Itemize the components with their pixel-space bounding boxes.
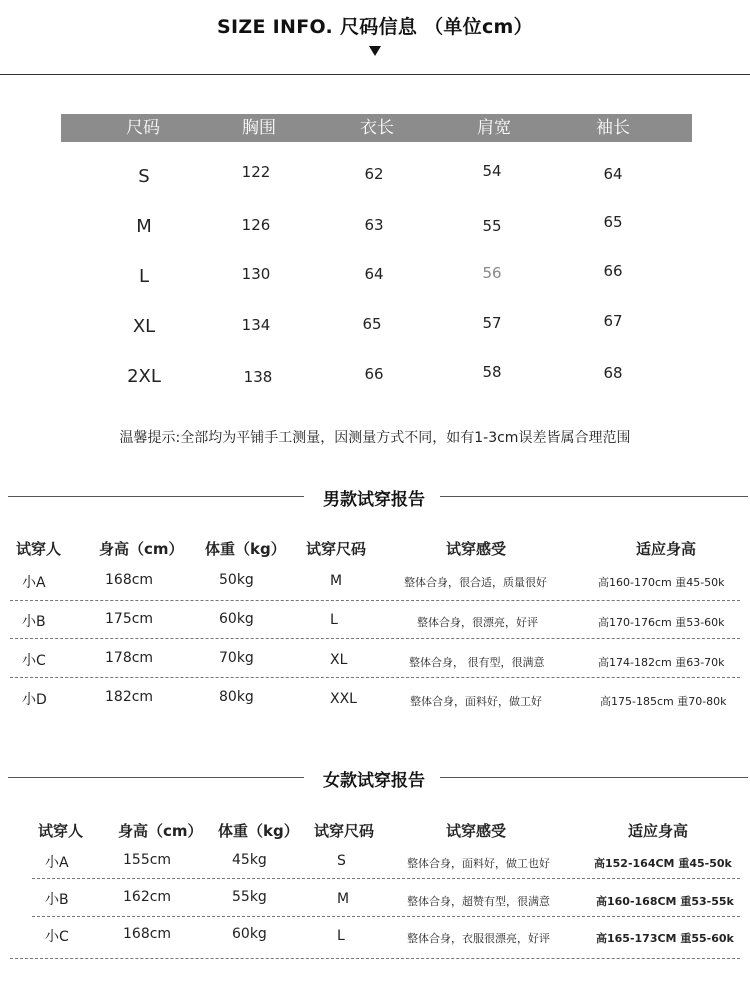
men-col-feeling: 试穿感受 xyxy=(446,540,507,558)
men-row-height: 175cm xyxy=(105,611,154,627)
row-divider xyxy=(32,878,740,879)
chest-cell: 130 xyxy=(241,265,271,283)
chest-cell: 138 xyxy=(243,368,273,386)
row-divider xyxy=(10,638,740,639)
women-section-rule-right xyxy=(440,777,748,778)
chest-cell: 126 xyxy=(241,216,271,234)
women-report-table xyxy=(0,812,750,962)
men-row-size: M xyxy=(330,573,343,589)
shoulder-cell: 56 xyxy=(482,264,502,282)
men-section-rule-right xyxy=(440,496,748,497)
size-col-sleeve: 袖长 xyxy=(596,118,630,138)
men-row-weight: 50kg xyxy=(219,572,254,588)
men-col-tester: 试穿人 xyxy=(16,540,62,558)
chest-cell: 122 xyxy=(241,163,271,181)
men-row-feeling: 整体合身，很合适，质量很好 xyxy=(404,576,547,589)
women-row-weight: 55kg xyxy=(232,889,267,905)
men-row-height: 168cm xyxy=(105,572,154,588)
women-col-feeling: 试穿感受 xyxy=(446,822,507,840)
women-row-weight: 60kg xyxy=(232,926,267,942)
women-row-size: M xyxy=(337,891,350,907)
size-cell: M xyxy=(136,216,152,237)
women-row-size: L xyxy=(337,928,345,944)
men-row-size: XL xyxy=(330,652,348,668)
women-row-tester: 小C xyxy=(45,929,69,945)
men-row-fit-height: 高160-170cm 重45-50k xyxy=(598,576,725,589)
size-cell: XL xyxy=(132,316,156,337)
row-divider xyxy=(10,600,740,601)
size-col-chest: 胸围 xyxy=(242,118,276,138)
men-row-height: 182cm xyxy=(105,689,154,705)
women-row-feeling: 整体合身，面料好，做工也好 xyxy=(407,857,550,870)
women-col-weight: 体重（kg） xyxy=(218,822,299,840)
men-row-weight: 70kg xyxy=(219,650,254,666)
size-table-body xyxy=(0,0,750,400)
length-cell: 62 xyxy=(364,165,384,183)
men-report-title: 男款试穿报告 xyxy=(323,490,425,510)
sleeve-cell: 68 xyxy=(603,364,623,382)
men-row-tester: 小C xyxy=(22,653,46,669)
women-row-feeling: 整体合身，衣服很漂亮，好评 xyxy=(407,932,550,945)
men-row-tester: 小A xyxy=(22,575,46,591)
women-row-height: 162cm xyxy=(123,889,172,905)
row-divider xyxy=(10,677,740,678)
size-col-length: 衣长 xyxy=(360,118,394,138)
size-cell: S xyxy=(138,166,150,187)
women-col-size: 试穿尺码 xyxy=(314,822,375,840)
chest-cell: 134 xyxy=(241,316,271,334)
length-cell: 66 xyxy=(364,365,384,383)
women-row-fit-height: 高165-173CM 重55-60k xyxy=(596,932,734,945)
men-row-tester: 小D xyxy=(22,692,47,708)
women-row-tester: 小B xyxy=(45,892,69,908)
women-col-tester: 试穿人 xyxy=(38,822,84,840)
men-section-rule-left xyxy=(8,496,304,497)
length-cell: 65 xyxy=(362,315,382,333)
men-row-fit-height: 高174-182cm 重63-70k xyxy=(598,656,725,669)
length-cell: 63 xyxy=(364,216,384,234)
women-row-feeling: 整体合身，超赞有型，很满意 xyxy=(407,895,550,908)
men-row-fit-height: 高170-176cm 重53-60k xyxy=(598,616,725,629)
sleeve-cell: 64 xyxy=(603,165,623,183)
women-row-tester: 小A xyxy=(45,855,69,871)
shoulder-cell: 54 xyxy=(482,162,502,180)
men-row-weight: 80kg xyxy=(219,689,254,705)
length-cell: 64 xyxy=(364,265,384,283)
sleeve-cell: 65 xyxy=(603,213,623,231)
women-row-weight: 45kg xyxy=(232,852,267,868)
men-col-fit-height: 适应身高 xyxy=(636,540,697,558)
size-col-size: 尺码 xyxy=(126,118,160,138)
row-divider xyxy=(10,958,740,959)
women-report-title: 女款试穿报告 xyxy=(323,771,425,791)
men-row-fit-height: 高175-185cm 重70-80k xyxy=(600,695,727,708)
sleeve-cell: 66 xyxy=(603,262,623,280)
men-row-feeling: 整体合身，很漂亮，好评 xyxy=(417,616,538,629)
women-section-rule-left xyxy=(8,777,304,778)
men-col-height: 身高（cm） xyxy=(99,540,184,558)
men-report-table xyxy=(0,530,750,720)
men-col-weight: 体重（kg） xyxy=(205,540,286,558)
women-row-size: S xyxy=(337,853,346,869)
women-col-fit-height: 适应身高 xyxy=(628,822,689,840)
men-row-tester: 小B xyxy=(22,614,46,630)
men-row-height: 178cm xyxy=(105,650,154,666)
women-col-height: 身高（cm） xyxy=(118,822,203,840)
men-row-feeling: 整体合身， 很有型，很满意 xyxy=(409,656,545,669)
shoulder-cell: 58 xyxy=(482,363,502,381)
men-row-size: XXL xyxy=(330,691,357,707)
sleeve-cell: 67 xyxy=(603,312,623,330)
men-row-weight: 60kg xyxy=(219,611,254,627)
row-divider xyxy=(32,916,740,917)
size-cell: L xyxy=(138,266,150,287)
women-row-fit-height: 高152-164CM 重45-50k xyxy=(594,857,732,870)
shoulder-cell: 57 xyxy=(482,314,502,332)
shoulder-cell: 55 xyxy=(482,217,502,235)
women-row-fit-height: 高160-168CM 重53-55k xyxy=(596,895,734,908)
size-col-shoulder: 肩宽 xyxy=(477,118,511,138)
size-cell: 2XL xyxy=(127,366,161,387)
women-row-height: 155cm xyxy=(123,852,172,868)
men-row-feeling: 整体合身，面料好，做工好 xyxy=(410,695,542,708)
men-row-size: L xyxy=(330,612,338,628)
measurement-tip: 温馨提示:全部均为平铺手工测量，因测量方式不同，如有1-3cm误差皆属合理范围 xyxy=(119,430,631,446)
women-row-height: 168cm xyxy=(123,926,172,942)
men-col-size: 试穿尺码 xyxy=(306,540,367,558)
page-title: SIZE INFO. 尺码信息 （单位cm） xyxy=(217,16,533,38)
